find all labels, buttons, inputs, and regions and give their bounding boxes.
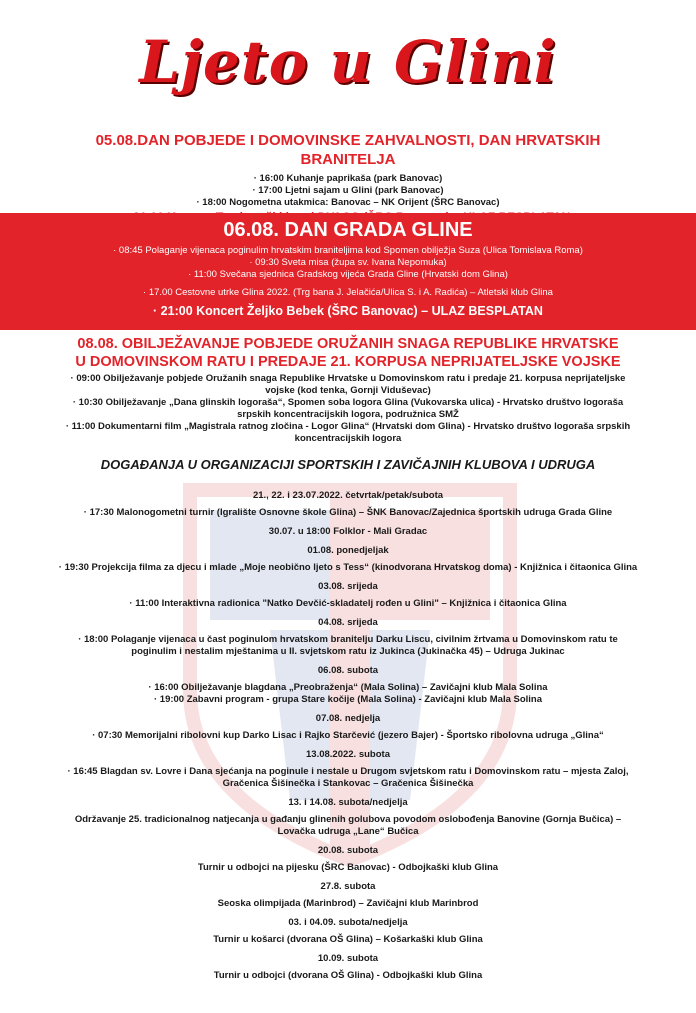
- event-line: · 17:00 Ljetni sajam u Glini (park Banovac): [252, 185, 444, 196]
- event-line: · 11:00 Interaktivna radionica "Natko Devčić-skladatelj rođen u Glini" – Knjižnica i čitaonica Glina: [129, 598, 567, 609]
- event-line: Seoska olimpijada (Marinbrod) – Zavičajni klub Marinbrod: [217, 898, 479, 909]
- event-line: · 17:30 Malonogometni turnir (Igralište Osnovne škole Glina) – ŠNK Banovac/Zajednica športskih udruga Grada Gline: [83, 507, 613, 518]
- event-date: 27.8. subota: [320, 881, 376, 892]
- event-line: · 11:00 Svečana sjednica Gradskog vijeća Grada Gline (Hrvatski dom Glina): [188, 269, 508, 280]
- event-item: [30, 797, 666, 838]
- event-line: · 09:00 Obilježavanje pobjede Oružanih snaga Republike Hrvatske u Domovinskom ratu i predaje 21. korpusa neprijateljske: [70, 373, 626, 384]
- event-line: Gračenica Šišinečka i Stankovac – Gračenica Šišinečka: [222, 778, 474, 789]
- event-date: 01.08. ponedjeljak: [307, 545, 389, 556]
- event-item: [30, 545, 666, 574]
- event-item: [30, 490, 666, 519]
- event-date: 30.07. u 18:00 Folklor - Mali Gradac: [268, 526, 428, 537]
- event-line: · 11:00 Dokumentarni film „Magistrala ratnog zločina - Logor Glina“ (Hrvatski dom Glina) - Hrvatsko društvo logoraša srpskih: [65, 421, 631, 432]
- event-line: Održavanje 25. tradicionalnog natjecanja u gađanju glinenih golubova povodom oslobođenja Banovine (Gornja Bučica) –: [74, 814, 622, 825]
- event-item: [30, 917, 666, 946]
- event-item: [30, 617, 666, 658]
- event-date: 04.08. srijeda: [318, 617, 378, 628]
- event-line: koncentracijskih logora: [294, 433, 402, 444]
- event-line: vojske (kod tenka, Gornji Viduševac): [265, 385, 431, 396]
- section-obiljezavanje: [20, 335, 676, 445]
- event-line: · 16:45 Blagdan sv. Lovre i Dana sjećanja na poginule i nestale u Drugom svjetskom ratu i Domovinskom ratu – mjesta Zaloj,: [67, 766, 629, 777]
- event-item: [30, 665, 666, 706]
- section-obiljezavanje-heading-1: 08.08. OBILJEŽAVANJE POBJEDE ORUŽANIH SNAGA REPUBLIKE HRVATSKE: [77, 336, 619, 352]
- section-dan-pobjede: [60, 131, 636, 225]
- poster-title: Ljeto u Glini: [139, 28, 557, 96]
- section-dan-grada: [0, 213, 696, 330]
- event-item: [30, 581, 666, 610]
- section-dan-grada-heading: 06.08. DAN GRADA GLINE: [223, 219, 473, 241]
- section-klubovi-heading: DOGAĐANJA U ORGANIZACIJI SPORTSKIH I ZAVIČAJNIH KLUBOVA I UDRUGA: [100, 457, 596, 472]
- event-date: 13. i 14.08. subota/nedjelja: [288, 797, 408, 808]
- event-line: · 09:30 Sveta misa (župa sv. Ivana Nepomuka): [249, 257, 447, 268]
- event-line: srpskih koncentracijskih logora, podružnica SMŽ: [237, 409, 459, 420]
- event-line: · 16:00 Kuhanje paprikaša (park Banovac): [253, 173, 443, 184]
- event-date: 21., 22. i 23.07.2022. četvrtak/petak/subota: [252, 490, 444, 501]
- section-obiljezavanje-heading-2: U DOMOVINSKOM RATU I PREDAJE 21. KORPUSA NEPRIJATELJSKE VOJSKE: [75, 354, 621, 370]
- event-line: Turnir u odbojci (dvorana OŠ Glina) - Odbojkaški klub Glina: [213, 970, 483, 981]
- event-line: · 10:30 Obilježavanje „Dana glinskih logoraša“, Spomen soba logora Glina (Vukovarska ulica) - Hrvatsko društvo logoraša: [72, 397, 624, 408]
- event-line: Turnir u košarci (dvorana OŠ Glina) – Košarkaški klub Glina: [213, 934, 483, 945]
- event-highlight: · 21:00 Koncert Željko Bebek (ŠRC Banovac) – ULAZ BESPLATAN: [153, 304, 543, 318]
- event-line: Turnir u odbojci na pijesku (ŠRC Banovac) - Odbojkaški klub Glina: [197, 862, 499, 873]
- section-dan-pobjede-heading: 05.08.DAN POBJEDE I DOMOVINSKE ZAHVALNOSTI, DAN HRVATSKIH BRANITELJA: [95, 132, 601, 168]
- event-line: · 18:00 Polaganje vijenaca u čast poginulom hrvatskom branitelju Darku Liscu, civilnim žrtvama u Domovinskom ratu te: [78, 634, 618, 645]
- event-date: 07.08. nedjelja: [315, 713, 381, 724]
- event-line: · 16:00 Obilježavanje blagdana „Preobraženja“ (Mala Solina) – Zavičajni klub Mala Solina: [148, 682, 548, 693]
- event-date: 06.08. subota: [317, 665, 379, 676]
- event-line: · 19:30 Projekcija filma za djecu i mlade „Moje neobično ljeto s Tess“ (kinodvorana Hrvatskog doma) - Knjižnica i čitaonica Glina: [58, 562, 638, 573]
- event-item: [30, 881, 666, 910]
- event-date: 20.08. subota: [317, 845, 379, 856]
- event-item: [30, 953, 666, 982]
- event-date: 03.08. srijeda: [318, 581, 378, 592]
- event-line: · 19:00 Zabavni program - grupa Stare kočije (Mala Solina) - Zavičajni klub Mala Solina: [153, 694, 543, 705]
- events-list: [30, 490, 666, 989]
- event-item: [30, 526, 666, 538]
- event-line: poginulim i nestalim mještanima u II. svjetskom ratu iz Jukinca (Jukinačka 45) – Udruga Jukinac: [131, 646, 565, 657]
- event-line: Lovačka udruga „Lane“ Bučica: [277, 826, 419, 837]
- event-item: [30, 713, 666, 742]
- event-line: · 18:00 Nogometna utakmica: Banovac – NK Orijent (ŠRC Banovac): [196, 197, 500, 208]
- event-item: [30, 845, 666, 874]
- event-date: 13.08.2022. subota: [306, 749, 390, 760]
- event-date: 03. i 04.09. subota/nedjelja: [288, 917, 408, 928]
- event-line: · 17.00 Cestovne utrke Glina 2022. (Trg bana J. Jelačića/Ulica S. i A. Radića) – Atletski klub Glina: [143, 287, 553, 298]
- event-date: 10.09. subota: [317, 953, 379, 964]
- event-line: · 07:30 Memorijalni ribolovni kup Darko Lisac i Rajko Starčević (jezero Bajer) - Športsko ribolovna udruga „Glina“: [92, 730, 604, 741]
- event-line: · 08:45 Polaganje vijenaca poginulim hrvatskim braniteljima kod Spomen obilježja Suza (Ulica Tomislava Roma): [113, 245, 583, 256]
- event-item: [30, 749, 666, 790]
